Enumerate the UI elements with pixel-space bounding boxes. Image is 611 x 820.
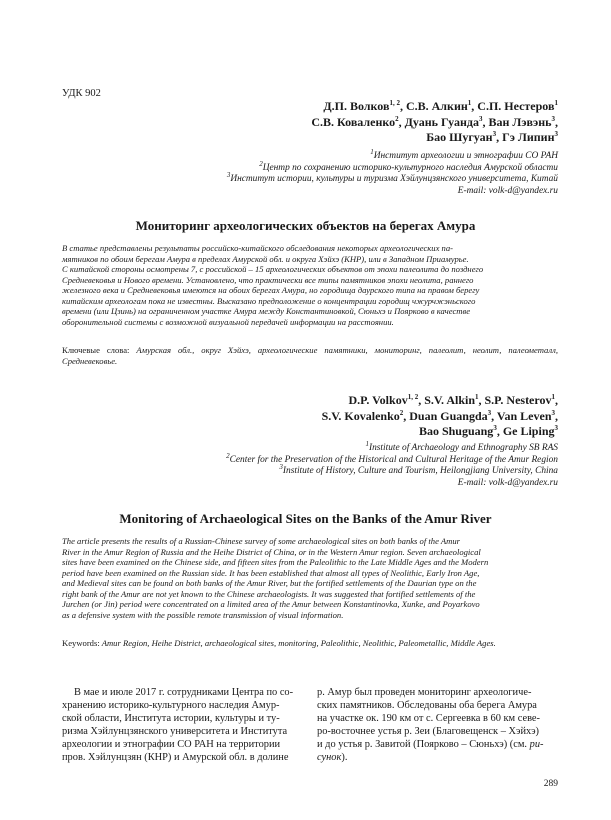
body-line: археологии и этнографии СО РАН на территории <box>62 739 281 751</box>
affiliation-mark: 3 <box>479 114 483 123</box>
author-text: , <box>555 408 558 423</box>
body-line: сунок). <box>317 752 348 764</box>
page-number: 289 <box>543 779 558 789</box>
author-text: , Ван Лэвэнь <box>482 114 552 129</box>
abstract-line: времени (или Цзинь) на ограниченном участке Амура между Константиновкой, Сюньхэ и Поярково в качестве <box>62 306 471 316</box>
body-line: р. Амур был проведен мониторинг археологиче- <box>317 687 532 698</box>
abstract-line: right bank of the Amur are not yet known to the Chinese archaeologists. It was suggested that fortified settlements of the <box>62 588 476 599</box>
body-line: пров. Хэйлунцзян (КНР) и Амурской обл. в долине <box>62 752 289 764</box>
affiliation-mark: 3 <box>492 130 497 138</box>
keywords-value: Amur Region, Heihe District, archaeological sites, monitoring, Paleolithic, Neolithic, Paleometallic, Middle Ages. <box>99 638 496 648</box>
author-text: , Ge Liping <box>496 424 555 438</box>
author-text: Бао Шугуан <box>426 130 493 144</box>
abstract-line: as a defensive system with the possible remote transmission of visual information. <box>62 609 344 620</box>
body-column-left <box>62 686 299 765</box>
affiliation-mark: 1, 2 <box>389 99 400 107</box>
keywords-en <box>62 638 558 649</box>
affiliations-en <box>78 439 558 489</box>
authors-en-line <box>158 424 558 440</box>
author-text: Д.П. Волков <box>323 99 390 113</box>
body-line: хранению историко-культурного наследия Амур- <box>62 700 280 712</box>
udc-code: УДК 902 <box>62 88 101 99</box>
keywords-label: Ключевые слова: <box>62 345 130 355</box>
keywords-ru <box>62 345 558 367</box>
affiliation-ru-2: $^2$Центр по сохранению историко-культурного наследия Амурской области <box>259 159 558 173</box>
affiliation-mark: 1 <box>551 393 555 401</box>
abstract-line: Средневековья и Нового времени. Установлено, что практически все типы памятников эпохи неолита, раннего <box>62 274 474 285</box>
author-text: Bao Shuguang <box>418 424 494 438</box>
body-line: на участке ок. 190 км от с. Сергеевка в 60 км севе- <box>317 713 541 725</box>
abstract-line: and Medieval sites can be found on both banks of the Amur River, but the fortified settlements of the Daurian type on the <box>62 578 477 588</box>
body-line: ских памятников. Обследованы оба берега Амура <box>317 700 537 712</box>
affiliation-mark: 1 <box>467 99 472 107</box>
abstract-line: мятников по обоим берегам Амура в пределах Амурской обл. и округа Хэйхэ (КНР), или в Западном Приамурье. <box>62 253 469 264</box>
author-text: , Гэ Липин <box>496 130 555 144</box>
author-text: , S.P. Nesterov <box>478 393 552 407</box>
author-text: D.P. Volkov <box>348 393 408 407</box>
author-text: , Дуань Гуанда <box>398 114 480 129</box>
affiliation-mark: 1 <box>475 393 479 401</box>
affiliation-mark: 3 <box>554 424 558 432</box>
affiliation-mark: 3 <box>493 424 497 432</box>
body-column-right <box>317 686 557 765</box>
affiliation-mark: 3 <box>551 408 555 417</box>
abstract-line: River in the Amur Region of Russia and the Heihe District of China, or in the Western Amur region. Seven archaeological <box>62 546 481 557</box>
affiliation-ru-3: $^3$Институт истории, культуры и туризма Хэйлунцзянского университета, Китай <box>226 171 558 185</box>
body-line: ризма Хэйлунцзянского университета и Института <box>62 726 288 738</box>
abstract-line: sites have been examined on the Chinese side, and fifteen sites from the Paleolithic to the Late Middle Ages and the Modern <box>62 557 489 567</box>
affiliation-mark: 3 <box>551 114 555 123</box>
body-line: В мае и июле 2017 г. сотрудниками Центра по со- <box>74 687 294 698</box>
affiliation-mark: 2 <box>395 114 399 123</box>
authors-en-line <box>158 393 558 409</box>
affiliation-mark: 2 <box>399 408 404 417</box>
authors-en-line <box>158 409 558 425</box>
author-text: С.В. Коваленко <box>311 114 396 129</box>
author-text: , S.V. Alkin <box>418 393 475 407</box>
affiliation-mark: 3 <box>487 408 492 417</box>
author-text: , Van Leven <box>491 408 552 423</box>
authors-ru <box>158 99 558 146</box>
email-en: E-mail: volk-d@yandex.ru <box>457 477 558 488</box>
abstract-en <box>62 536 558 620</box>
abstract-line: period have been examined on the Russian side. It has been established that almost all types of Neolithic, Early Iron Age, <box>62 567 480 578</box>
author-text: , <box>555 393 558 407</box>
authors-ru-line <box>158 130 558 146</box>
author-text: , С.П. Нестеров <box>471 99 555 113</box>
abstract-line: В статье представлены результаты российско-китайского обследования некоторых археологических па- <box>62 243 454 253</box>
affiliation-en-2: $^2$Center for the Preservation of the Historical and Cultural Heritage of the Amur Region <box>226 451 558 465</box>
author-text: S.V. Kovalenko <box>321 408 400 423</box>
abstract-line: китайским археологам пока не известны. Высказано предположение о концентрации городищ чжурчжэньского <box>62 295 476 306</box>
abstract-line: The article presents the results of a Russian-Chinese survey of some archaeological sites on both banks of the Amur <box>62 536 460 546</box>
affiliation-mark: 1, 2 <box>407 393 419 401</box>
affiliation-mark: 1 <box>554 99 558 107</box>
abstract-line: С китайской стороны осмотрены 7, с российской – 15 археологических объектов от эпохи палеолита до позднего <box>62 264 484 274</box>
authors-ru-line <box>158 115 558 131</box>
title-ru: Мониторинг археологических объектов на берегах Амура <box>135 218 476 233</box>
authors-en <box>158 393 558 440</box>
abstract-line: оборонительной системы с возможной визуальной передачей информации на расстоянии. <box>62 316 394 327</box>
affiliation-en-1: $^1$Institute of Archaeology and Ethnography SB RAS <box>365 439 558 453</box>
affiliation-en-3: $^3$Institute of History, Culture and Tourism, Heilongjiang University, China <box>279 463 558 477</box>
author-text: , Duan Guangda <box>403 408 488 423</box>
authors-ru-line <box>158 99 558 115</box>
body-line: ро-восточнее устья р. Зеи (Благовещенск – Хэйхэ) <box>317 726 539 738</box>
body-line: и до устья р. Завитой (Поярково – Сюньхэ) (см. ри- <box>317 739 544 751</box>
author-text: , С.В. Алкин <box>399 99 468 113</box>
keywords-value: Амурская обл., округ Хэйхэ, археологические памятники, мониторинг, палеолит, неолит, палеометалл, Средневековье. <box>62 345 558 366</box>
abstract-ru <box>62 243 558 327</box>
email-ru: E-mail: volk-d@yandex.ru <box>457 185 558 196</box>
body-line: ской области, Института истории, культуры и ту- <box>62 713 280 725</box>
keywords-label: Keywords: <box>62 638 100 648</box>
abstract-line: железного века и Средневековья имеются на обоих берегах Амура, но городища даурского типа на правом берегу <box>62 285 480 295</box>
affiliations-ru <box>78 147 558 197</box>
author-text: , <box>555 114 558 129</box>
title-en: Monitoring of Archaeological Sites on the Banks of the Amur River <box>119 511 492 526</box>
affiliation-ru-1: $^1$Институт археологии и этнографии СО РАН <box>370 147 558 161</box>
affiliation-mark: 3 <box>554 130 558 138</box>
abstract-line: Jurchen (or Jin) period were concentrated on a limited area of the Amur between Konstantinovka, Xunke, and Poyarkovo <box>62 599 480 609</box>
